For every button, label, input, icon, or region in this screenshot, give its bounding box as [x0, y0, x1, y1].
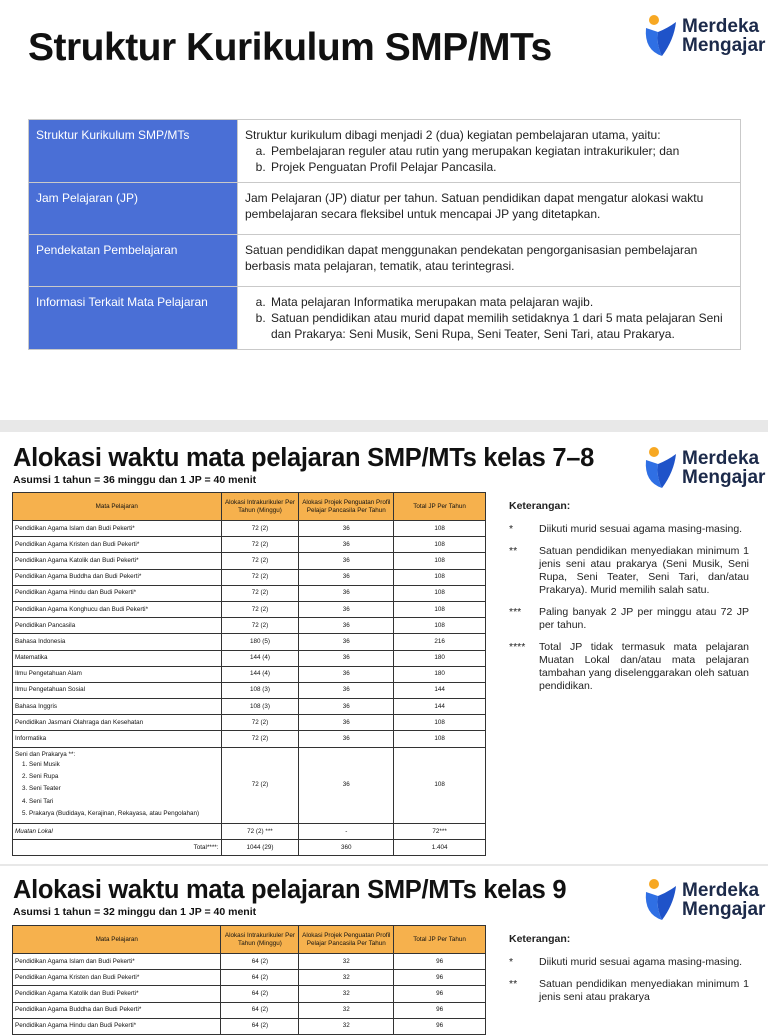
cell-p5: 360: [299, 840, 394, 856]
cell-subject: Ilmu Pengetahuan Alam: [13, 666, 222, 682]
page-title: Alokasi waktu mata pelajaran SMP/MTs kelas 9: [13, 876, 567, 904]
cell-intra: 72 (2): [221, 747, 299, 823]
cell-intra: 72 (2): [221, 618, 299, 634]
logo-text: [682, 17, 765, 55]
cell-total: 108: [394, 553, 486, 569]
table-header-row: [13, 926, 486, 954]
seni-label: Seni dan Prakarya **:: [15, 750, 76, 758]
note-symbol: *: [509, 523, 514, 535]
keterangan-panel: [509, 933, 749, 1013]
cell-intra: 108 (3): [221, 699, 299, 715]
cell-total: 108: [394, 569, 486, 585]
cell-total: 96: [394, 1018, 486, 1034]
allocation-table-7-8: [12, 492, 486, 856]
logo-text: [682, 881, 765, 919]
page-title: Alokasi waktu mata pelajaran SMP/MTs kelas 7–8: [13, 444, 594, 472]
cell-total: 108: [394, 537, 486, 553]
cell-p5: 32: [299, 954, 394, 970]
table-row: [13, 715, 486, 731]
cell-intra: 108 (3): [221, 682, 299, 698]
cell-total: 96: [394, 1002, 486, 1018]
cell-intra: 64 (2): [221, 1002, 299, 1018]
col-header-p5: Alokasi Projek Penguatan Profil Pelajar Pancasila Per Tahun: [299, 926, 394, 954]
table-row: [13, 521, 486, 537]
cell-intra: 72 (2): [221, 585, 299, 601]
table-row: [29, 183, 741, 235]
slide-alokasi-kelas-7-8: [0, 432, 768, 864]
row-text: Struktur kurikulum dibagi menjadi 2 (dua) kegiatan pembelajaran utama, yaitu:: [245, 128, 661, 142]
cell-total: 180: [394, 666, 486, 682]
cell-subject: Pendidikan Agama Kristen dan Budi Pekerti*: [13, 537, 222, 553]
table-row: [13, 650, 486, 666]
logo-mark-icon: [642, 878, 678, 922]
table-row: [13, 618, 486, 634]
merdeka-mengajar-logo: [642, 878, 765, 922]
cell-p5: 36: [299, 569, 394, 585]
cell-total: 144: [394, 682, 486, 698]
cell-subject: Matematika: [13, 650, 222, 666]
page-subtitle: Asumsi 1 tahun = 32 minggu dan 1 JP = 40 menit: [13, 906, 257, 918]
note-item: [509, 523, 749, 536]
list-item: 1. Seni Musik: [29, 759, 219, 771]
cell-subject: Pendidikan Agama Buddha dan Budi Pekerti*: [13, 1002, 221, 1018]
page-title: Struktur Kurikulum SMP/MTs: [28, 26, 552, 69]
cell-total: 108: [394, 618, 486, 634]
note-text: Paling banyak 2 JP per minggu atau 72 JP per tahun.: [539, 606, 749, 631]
list-item: 5. Prakarya (Budidaya, Kerajinan, Rekayasa, atau Pengolahan): [29, 808, 219, 820]
cell-p5: 36: [299, 699, 394, 715]
row-label: Pendekatan Pembelajaran: [29, 235, 238, 287]
cell-intra: 72 (2): [221, 521, 299, 537]
cell-total: 108: [394, 747, 486, 823]
cell-intra: 64 (2): [221, 970, 299, 986]
col-header-subject: Mata Pelajaran: [13, 493, 222, 521]
keterangan-title: Keterangan:: [509, 500, 571, 512]
cell-subject: Muatan Lokal: [13, 824, 222, 840]
allocation-table-body: [13, 521, 486, 748]
row-label: Struktur Kurikulum SMP/MTs: [29, 120, 238, 183]
logo-line-1: Merdeka: [682, 16, 760, 37]
cell-subject: Pendidikan Agama Hindu dan Budi Pekerti*: [13, 1018, 221, 1034]
list-item: 4. Seni Tari: [29, 796, 219, 808]
note-symbol: ***: [509, 606, 522, 618]
cell-total: 108: [394, 715, 486, 731]
cell-p5: 32: [299, 970, 394, 986]
col-header-intra: Alokasi Intrakurikuler Per Tahun (Minggu): [221, 926, 299, 954]
list-item: 2. Seni Rupa: [29, 771, 219, 783]
list-item: b. Projek Penguatan Profil Pelajar Pancasila.: [269, 159, 733, 175]
cell-total: 216: [394, 634, 486, 650]
cell-p5: 36: [299, 618, 394, 634]
cell-subject: Pendidikan Pancasila: [13, 618, 222, 634]
cell-total: 72***: [394, 824, 486, 840]
row-value: Jam Pelajaran (JP) diatur per tahun. Satuan pendidikan dapat mengatur alokasi waktu pembelajaran secara fleksibel untuk mencapai JP yang ditetapkan.: [238, 183, 741, 235]
cell-subject: Bahasa Indonesia: [13, 634, 222, 650]
table-header-row: [13, 493, 486, 521]
cell-intra: 1044 (29): [221, 840, 299, 856]
cell-intra: 72 (2): [221, 553, 299, 569]
note-symbol: **: [509, 978, 518, 990]
cell-subject: Total****:: [13, 840, 222, 856]
table-row: [29, 235, 741, 287]
cell-total: 108: [394, 521, 486, 537]
allocation-table-footer: [13, 747, 486, 856]
cell-p5: 36: [299, 521, 394, 537]
table-row: [13, 553, 486, 569]
list-item: a. Mata pelajaran Informatika merupakan mata pelajaran wajib.: [269, 294, 733, 310]
table-row-total: [13, 840, 486, 856]
table-row: [13, 634, 486, 650]
cell-p5: 36: [299, 682, 394, 698]
cell-intra: 72 (2): [221, 715, 299, 731]
row-list: [245, 143, 733, 175]
slide-divider: [0, 420, 768, 432]
cell-p5: 36: [299, 634, 394, 650]
note-symbol: ****: [509, 641, 526, 653]
cell-subject: Pendidikan Agama Islam dan Budi Pekerti*: [13, 954, 221, 970]
allocation-table-body: [13, 954, 486, 1035]
logo-line-2: Mengajar: [682, 467, 766, 488]
cell-subject: Pendidikan Jasmani Olahraga dan Kesehatan: [13, 715, 222, 731]
row-label: Informasi Terkait Mata Pelajaran: [29, 287, 238, 350]
row-value: [238, 287, 741, 350]
cell-subject: Pendidikan Agama Katolik dan Budi Pekerti*: [13, 553, 222, 569]
cell-p5: 36: [299, 601, 394, 617]
seni-cell: [13, 747, 222, 823]
cell-subject: Informatika: [13, 731, 222, 747]
cell-p5: 36: [299, 666, 394, 682]
allocation-table-9: [12, 925, 486, 1035]
row-list: [245, 294, 733, 342]
row-value: [238, 120, 741, 183]
page-subtitle: Asumsi 1 tahun = 36 minggu dan 1 JP = 40 menit: [13, 474, 257, 486]
note-text: Total JP tidak termasuk mata pelajaran Muatan Lokal dan/atau mata pelajaran tambahan yang diselenggarakan oleh satuan pendidikan.: [539, 641, 749, 692]
note-item: [509, 545, 749, 597]
table-row: [13, 954, 486, 970]
cell-p5: -: [299, 824, 394, 840]
cell-p5: 36: [299, 585, 394, 601]
note-item: [509, 606, 749, 632]
note-text: Diikuti murid sesuai agama masing-masing.: [539, 956, 743, 968]
slide-struktur-kurikulum: [0, 0, 768, 420]
cell-intra: 144 (4): [221, 666, 299, 682]
cell-subject: Pendidikan Agama Buddha dan Budi Pekerti*: [13, 569, 222, 585]
cell-intra: 72 (2): [221, 731, 299, 747]
cell-subject: Bahasa Inggris: [13, 699, 222, 715]
table-row: [13, 569, 486, 585]
cell-total: 108: [394, 585, 486, 601]
col-header-p5: Alokasi Projek Penguatan Profil Pelajar Pancasila Per Tahun: [299, 493, 394, 521]
curriculum-info-table: [28, 119, 741, 350]
note-item: [509, 641, 749, 693]
cell-p5: 32: [299, 1002, 394, 1018]
keterangan-panel: [509, 500, 749, 702]
cell-total: 96: [394, 954, 486, 970]
table-row-muatan-lokal: [13, 824, 486, 840]
cell-subject: Pendidikan Agama Islam dan Budi Pekerti*: [13, 521, 222, 537]
cell-total: 96: [394, 986, 486, 1002]
seni-list: [15, 759, 219, 820]
cell-subject: Pendidikan Agama Katolik dan Budi Pekerti*: [13, 986, 221, 1002]
cell-total: 108: [394, 731, 486, 747]
note-text: Diikuti murid sesuai agama masing-masing.: [539, 523, 743, 535]
cell-intra: 72 (2) ***: [221, 824, 299, 840]
table-row: [13, 537, 486, 553]
merdeka-mengajar-logo: [642, 446, 765, 490]
table-row: [29, 120, 741, 183]
cell-p5: 36: [299, 650, 394, 666]
cell-total: 108: [394, 601, 486, 617]
table-row-seni: [13, 747, 486, 823]
cell-subject: Pendidikan Agama Hindu dan Budi Pekerti*: [13, 585, 222, 601]
row-value: Satuan pendidikan dapat menggunakan pendekatan pengorganisasian pembelajaran berbasis mata pelajaran, tematik, atau terintegrasi.: [238, 235, 741, 287]
cell-intra: 64 (2): [221, 986, 299, 1002]
logo-line-1: Merdeka: [682, 880, 760, 901]
logo-mark-icon: [642, 446, 678, 490]
col-header-total: Total JP Per Tahun: [394, 926, 486, 954]
cell-subject: Pendidikan Agama Konghucu dan Budi Pekerti*: [13, 601, 222, 617]
cell-intra: 180 (5): [221, 634, 299, 650]
logo-text: [682, 449, 765, 487]
cell-intra: 72 (2): [221, 537, 299, 553]
cell-intra: 64 (2): [221, 954, 299, 970]
col-header-intra: Alokasi Intrakurikuler Per Tahun (Minggu): [221, 493, 299, 521]
cell-intra: 144 (4): [221, 650, 299, 666]
row-label: Jam Pelajaran (JP): [29, 183, 238, 235]
logo-line-2: Mengajar: [682, 35, 766, 56]
keterangan-title: Keterangan:: [509, 933, 571, 945]
cell-p5: 36: [299, 715, 394, 731]
cell-total: 144: [394, 699, 486, 715]
cell-total: 180: [394, 650, 486, 666]
merdeka-mengajar-logo: [642, 14, 765, 58]
list-item: b. Satuan pendidikan atau murid dapat memilih setidaknya 1 dari 5 mata pelajaran Seni dan Prakarya: Seni Musik, Seni Rupa, Seni Teater, Seni Tari, atau Prakarya.: [269, 310, 733, 342]
cell-intra: 64 (2): [221, 1018, 299, 1034]
table-row: [13, 1018, 486, 1034]
cell-total: 1.404: [394, 840, 486, 856]
cell-intra: 72 (2): [221, 601, 299, 617]
table-row: [13, 1002, 486, 1018]
table-row: [13, 585, 486, 601]
table-row: [13, 699, 486, 715]
cell-subject: Pendidikan Agama Kristen dan Budi Pekerti*: [13, 970, 221, 986]
note-symbol: *: [509, 956, 514, 968]
cell-p5: 32: [299, 1018, 394, 1034]
col-header-subject: Mata Pelajaran: [13, 926, 221, 954]
cell-p5: 36: [299, 553, 394, 569]
cell-p5: 32: [299, 986, 394, 1002]
note-symbol: **: [509, 545, 518, 557]
table-row: [13, 682, 486, 698]
note-text: Satuan pendidikan menyediakan minimum 1 jenis seni atau prakarya (Seni Musik, Seni Rupa, Seni Teater, Seni Tari, dan/atau Prakarya). Murid memilih salah satu.: [539, 545, 749, 596]
logo-line-2: Mengajar: [682, 899, 766, 920]
slide-alokasi-kelas-9: [0, 866, 768, 1030]
table-row: [13, 970, 486, 986]
list-item: a. Pembelajaran reguler atau rutin yang merupakan kegiatan intrakurikuler; dan: [269, 143, 733, 159]
table-row: [29, 287, 741, 350]
table-row: [13, 731, 486, 747]
cell-p5: 36: [299, 747, 394, 823]
table-row: [13, 601, 486, 617]
note-text: Satuan pendidikan menyediakan minimum 1 jenis seni atau prakarya: [539, 978, 749, 1003]
col-header-total: Total JP Per Tahun: [394, 493, 486, 521]
table-row: [13, 986, 486, 1002]
list-item: 3. Seni Teater: [29, 783, 219, 795]
note-item: [509, 956, 749, 969]
cell-intra: 72 (2): [221, 569, 299, 585]
cell-total: 96: [394, 970, 486, 986]
cell-p5: 36: [299, 537, 394, 553]
logo-line-1: Merdeka: [682, 448, 760, 469]
cell-p5: 36: [299, 731, 394, 747]
note-item: [509, 978, 749, 1004]
table-row: [13, 666, 486, 682]
logo-mark-icon: [642, 14, 678, 58]
cell-subject: Ilmu Pengetahuan Sosial: [13, 682, 222, 698]
